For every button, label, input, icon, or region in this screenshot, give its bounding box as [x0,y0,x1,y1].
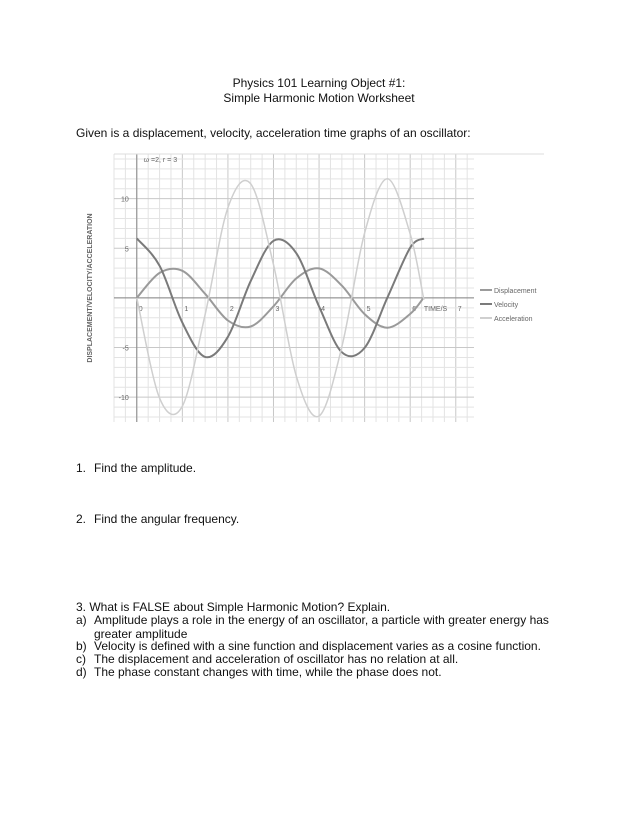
option-a-text: Amplitude plays a role in the energy of an oscillator, a particle with greater energy has greater amplitude [94,613,549,641]
option-d [76,665,566,679]
y-tick-label: 5 [124,246,129,254]
x-tick-label: 2 [229,305,234,313]
y-tick-label: 10 [120,196,129,204]
x-tick-label: 7 [457,305,462,313]
worksheet-title-line2: Simple Harmonic Motion Worksheet [223,91,415,105]
legend-label-displacement: Displacement [494,287,537,295]
chart-annotation: ω =2, r = 3 [143,156,178,164]
x-tick-label: 1 [184,305,189,313]
y-tick-label: -5 [122,345,129,353]
oscillator-graph [76,150,544,426]
option-d-text: The phase constant changes with time, while the phase does not. [94,665,442,679]
worksheet-title-line1: Physics 101 Learning Object #1: [232,76,406,90]
question-1-text: Find the amplitude. [94,461,197,475]
x-tick-label: 6 [412,305,417,313]
question-2-number: 2. [76,512,87,526]
option-c [76,652,566,666]
option-a [76,613,566,641]
x-tick-label: 3 [275,305,280,313]
x-tick-label: 5 [366,305,371,313]
x-axis-label: TIME/S [423,305,448,313]
intro-text: Given is a displacement, velocity, acceleration time graphs of an oscillator: [76,126,471,140]
x-tick-label: 0 [138,305,143,313]
question-2-text: Find the angular frequency. [94,512,240,526]
question-3: 3. What is FALSE about Simple Harmonic Motion? Explain. [76,600,391,614]
option-b-text: Velocity is defined with a sine function and displacement varies as a cosine function. [94,639,541,653]
option-c-letter: c) [76,652,86,666]
legend-label-velocity: Velocity [494,301,519,309]
option-b-letter: b) [76,639,87,653]
option-d-letter: d) [76,665,87,679]
y-tick-label: -10 [118,395,129,403]
question-1-number: 1. [76,461,87,475]
question-1 [76,461,196,476]
question-2 [76,512,239,527]
x-tick-label: 4 [321,305,325,313]
y-axis-label: DISPLACEMENT/VELOCITY/ACCELERATION [87,213,94,363]
option-c-text: The displacement and acceleration of oscillator has no relation at all. [94,652,459,666]
option-a-letter: a) [76,613,87,627]
option-b [76,639,566,653]
legend-label-acceleration: Acceleration [494,315,533,323]
